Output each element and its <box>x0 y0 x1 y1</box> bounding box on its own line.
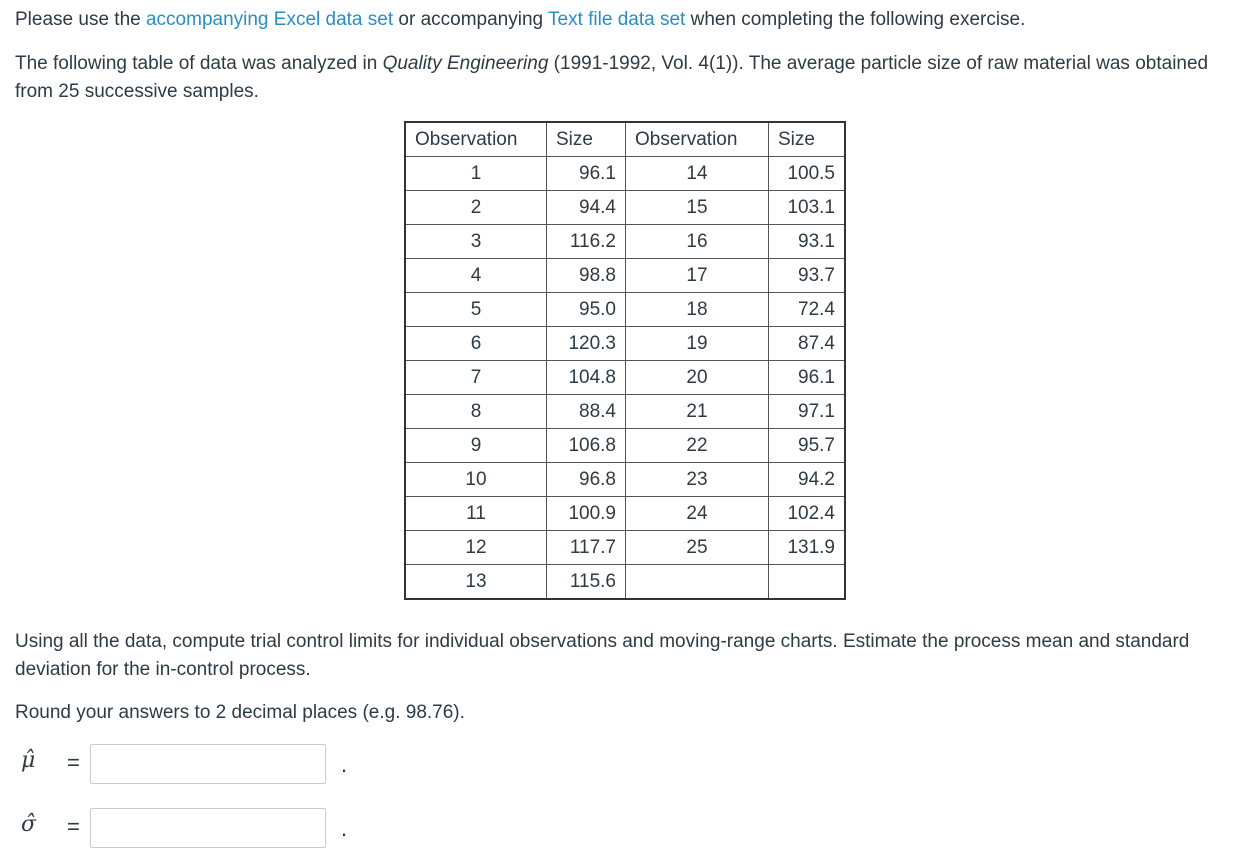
table-row <box>405 497 845 531</box>
cell-observation: 13 <box>405 565 547 600</box>
table-row <box>405 259 845 293</box>
header-size-2: Size <box>769 122 846 157</box>
header-observation-1: Observation <box>405 122 547 157</box>
cell-observation: 17 <box>626 259 769 293</box>
cell-size: 93.1 <box>769 225 846 259</box>
cell-observation: 15 <box>626 191 769 225</box>
cell-observation: 19 <box>626 327 769 361</box>
cell-size: 72.4 <box>769 293 846 327</box>
mean-answer-row <box>15 744 375 788</box>
table-row <box>405 429 845 463</box>
cell-size: 96.1 <box>547 157 626 191</box>
cell-size: 100.9 <box>547 497 626 531</box>
mu-hat-symbol: μ̂ <box>21 748 36 773</box>
cell-observation: 6 <box>405 327 547 361</box>
cell-size: 115.6 <box>547 565 626 600</box>
cell-size: 104.8 <box>547 361 626 395</box>
intro-middle: or accompanying <box>393 9 549 30</box>
equals-sign: = <box>67 750 80 775</box>
cell-size: 95.7 <box>769 429 846 463</box>
table-row <box>405 531 845 565</box>
table-row <box>405 225 845 259</box>
cell-observation: 4 <box>405 259 547 293</box>
sigma-hat-symbol: σ̂ <box>21 812 37 837</box>
table-row <box>405 327 845 361</box>
cell-observation: 22 <box>626 429 769 463</box>
table-row <box>405 395 845 429</box>
cell-size: 100.5 <box>769 157 846 191</box>
trailing-period: . <box>341 816 348 841</box>
cell-observation: 10 <box>405 463 547 497</box>
std-dev-answer-row <box>15 808 375 852</box>
header-observation-2: Observation <box>626 122 769 157</box>
cell-size: 131.9 <box>769 531 846 565</box>
trailing-period: . <box>341 752 348 777</box>
table-row <box>405 361 845 395</box>
cell-size: 94.2 <box>769 463 846 497</box>
cell-size: 103.1 <box>769 191 846 225</box>
cell-observation: 3 <box>405 225 547 259</box>
cell-observation: 18 <box>626 293 769 327</box>
cell-observation: 2 <box>405 191 547 225</box>
cell-observation: 25 <box>626 531 769 565</box>
equals-sign: = <box>67 814 80 839</box>
cell-size: 96.1 <box>769 361 846 395</box>
cell-size: 88.4 <box>547 395 626 429</box>
cell-observation: 5 <box>405 293 547 327</box>
cell-size: 98.8 <box>547 259 626 293</box>
cell-observation: 12 <box>405 531 547 565</box>
table-row <box>405 157 845 191</box>
cell-observation: 11 <box>405 497 547 531</box>
excel-data-link[interactable]: accompanying Excel data set <box>145 9 394 30</box>
cell-observation: 21 <box>626 395 769 429</box>
table-header-row <box>405 122 845 157</box>
cell-size: 94.4 <box>547 191 626 225</box>
cell-size: 87.4 <box>769 327 846 361</box>
table-row <box>405 293 845 327</box>
text-data-link[interactable]: Text file data set <box>548 9 686 30</box>
cell-size: 97.1 <box>769 395 846 429</box>
cell-observation: 9 <box>405 429 547 463</box>
mean-input[interactable] <box>90 744 326 784</box>
cell-observation: 8 <box>405 395 547 429</box>
description-text <box>15 50 1230 106</box>
cell-size: 116.2 <box>547 225 626 259</box>
cell-observation <box>626 565 769 600</box>
cell-size <box>769 565 846 600</box>
rounding-instruction: Round your answers to 2 decimal places (e.g. 98.76). <box>15 702 465 723</box>
cell-size: 102.4 <box>769 497 846 531</box>
table-row <box>405 463 845 497</box>
journal-name: Quality Engineering <box>382 53 549 74</box>
cell-size: 120.3 <box>547 327 626 361</box>
cell-size: 95.0 <box>547 293 626 327</box>
cell-observation: 1 <box>405 157 547 191</box>
cell-observation: 14 <box>626 157 769 191</box>
cell-observation: 16 <box>626 225 769 259</box>
cell-size: 96.8 <box>547 463 626 497</box>
description-suffix: (1991-1992, Vol. 4(1)). The average particle size of raw material was obtained from 25 successive samples. <box>15 53 1209 102</box>
cell-observation: 20 <box>626 361 769 395</box>
header-size-1: Size <box>547 122 626 157</box>
cell-observation: 7 <box>405 361 547 395</box>
cell-observation: 23 <box>626 463 769 497</box>
description-prefix: The following table of data was analyzed in <box>15 53 383 74</box>
cell-size: 106.8 <box>547 429 626 463</box>
table-row <box>405 565 845 600</box>
cell-size: 93.7 <box>769 259 846 293</box>
question-text: Using all the data, compute trial control limits for individual observations and moving-range charts. Estimate the process mean and standard deviation for the in-control process. <box>15 631 1190 680</box>
std-dev-input[interactable] <box>90 808 326 848</box>
table-row <box>405 191 845 225</box>
intro-text <box>15 6 1230 34</box>
particle-size-table <box>404 121 846 600</box>
intro-prefix: Please use the <box>15 9 146 30</box>
cell-size: 117.7 <box>547 531 626 565</box>
intro-suffix: when completing the following exercise. <box>685 9 1026 30</box>
cell-observation: 24 <box>626 497 769 531</box>
